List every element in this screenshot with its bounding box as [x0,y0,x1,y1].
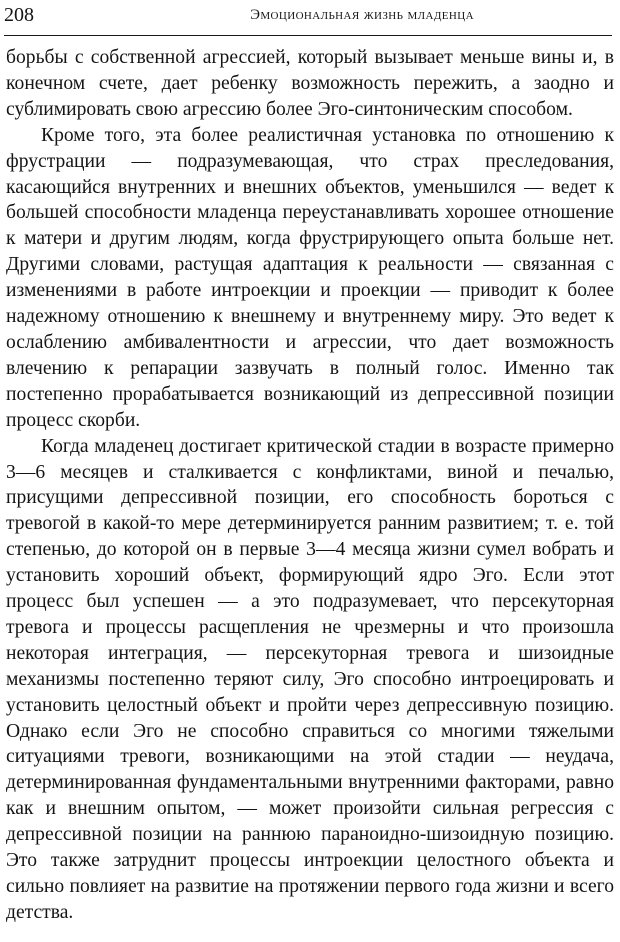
header-rule [4,35,612,36]
page-number: 208 [4,4,34,26]
paragraph: Когда младенец достигает критической стадии в возрасте примерно 3—6 месяцев и сталкивается с конфликтами, виной и печалью, присущими депрессивной позиции, его способность бороться с тревогой в какой-то мере детерминируется ранним развитием; т. е. той степенью, до которой он в первые 3—4 месяца жизни сумел вобрать и установить хороший объект, формирующий ядро Эго. Если этот процесс был успешен — а это подразумевает, что персекуторная тревога и процессы расщепления не чрезмерны и что произошла некоторая интеграция, — персекуторная тревога и шизоидные механизмы постепенно теряют силу, Эго способно интроецировать и установить целостный объект и пройти через депрессивную позицию. Однако если Эго не способно справиться со многими тяжелыми ситуациями тревоги, возникающими на этой стадии — неудача, детерминированная фундаментальными внутренними факторами, равно как и внешним опытом, — может произойти сильная регрессия с депрессивной позиции на раннюю параноидно-шизоидную позицию. Это также затруднит процессы интроекции целостного объекта и сильно повлияет на развитие на протяжении первого года жизни и всего детства. [6,435,614,923]
paragraph-continuation: борьбы с собственной агрессией, который вызывает меньше вины и, в конечном счете, дает ребенку возможность пережить, а заодно и сублимировать свою агрессию более Эго-синтоническим способом. [6,47,614,120]
body-text [6,45,614,926]
running-title: Эмоциональная жизнь младенца [250,7,474,23]
paragraph: Кроме того, эта более реалистичная установка по отношению к фрустрации — подразумевающая, что страх преследования, касающийся внутренних и внешних объектов, уменьшился — ведет к большей способности младенца переустанавливать хорошее отношение к матери и другим людям, когда фрустрирующего опыта больше нет. Другими словами, растущая адаптация к реальности — связанная с изменениями в работе интроекции и проекции — приводит к более надежному отношению к внешнему и внутреннему миру. Это ведет к ослаблению амбивалентности и агрессии, что дает возможность влечению к репарации зазвучать в полный голос. Именно так постепенно прорабатывается возникающий из депрессивной позиции процесс скорби. [6,124,614,431]
page-header [4,2,612,36]
